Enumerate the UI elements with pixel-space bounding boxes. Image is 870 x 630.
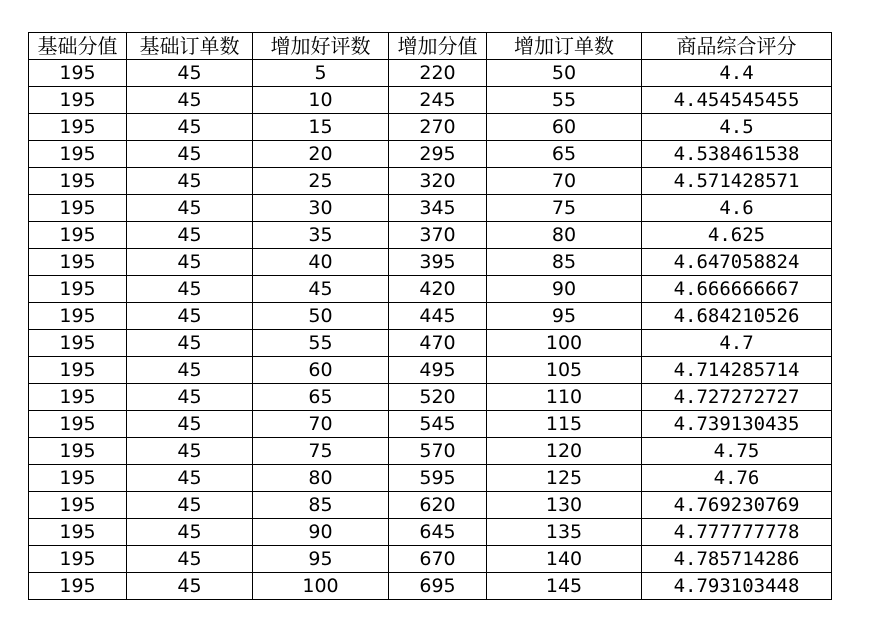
header-added-score: 增加分值 [389,33,487,60]
overall-rating-cell: 4.625 [642,222,832,249]
overall-rating-cell: 4.777777778 [642,519,832,546]
added-order-count-cell: 65 [487,141,642,168]
added-good-reviews-cell: 40 [253,249,389,276]
base-score-cell: 195 [29,519,127,546]
added-order-count-cell: 125 [487,465,642,492]
base-order-count-cell: 45 [127,87,253,114]
added-good-reviews-cell: 90 [253,519,389,546]
table-row [29,411,832,438]
overall-rating-cell: 4.6 [642,195,832,222]
added-order-count-cell: 100 [487,330,642,357]
base-order-count-cell: 45 [127,573,253,600]
added-score-cell: 320 [389,168,487,195]
table-row [29,87,832,114]
base-score-cell: 195 [29,492,127,519]
base-order-count-cell: 45 [127,60,253,87]
added-good-reviews-cell: 65 [253,384,389,411]
added-order-count-cell: 75 [487,195,642,222]
added-order-count-cell: 95 [487,303,642,330]
base-order-count-cell: 45 [127,330,253,357]
overall-rating-cell: 4.5 [642,114,832,141]
overall-rating-cell: 4.4 [642,60,832,87]
table-row [29,492,832,519]
table-row [29,249,832,276]
base-order-count-cell: 45 [127,357,253,384]
table-row [29,465,832,492]
added-good-reviews-cell: 55 [253,330,389,357]
added-good-reviews-cell: 10 [253,87,389,114]
added-good-reviews-cell: 35 [253,222,389,249]
table-row [29,303,832,330]
added-order-count-cell: 90 [487,276,642,303]
header-base-score: 基础分值 [29,33,127,60]
base-score-cell: 195 [29,87,127,114]
table-row [29,438,832,465]
overall-rating-cell: 4.684210526 [642,303,832,330]
base-score-cell: 195 [29,573,127,600]
base-score-cell: 195 [29,114,127,141]
added-score-cell: 395 [389,249,487,276]
added-score-cell: 245 [389,87,487,114]
base-score-cell: 195 [29,141,127,168]
base-score-cell: 195 [29,411,127,438]
base-score-cell: 195 [29,465,127,492]
added-score-cell: 545 [389,411,487,438]
added-order-count-cell: 50 [487,60,642,87]
overall-rating-cell: 4.793103448 [642,573,832,600]
base-order-count-cell: 45 [127,141,253,168]
table-body [29,60,832,600]
base-order-count-cell: 45 [127,384,253,411]
table-row [29,519,832,546]
added-order-count-cell: 130 [487,492,642,519]
added-good-reviews-cell: 45 [253,276,389,303]
overall-rating-cell: 4.785714286 [642,546,832,573]
base-order-count-cell: 45 [127,519,253,546]
base-score-cell: 195 [29,438,127,465]
base-score-cell: 195 [29,249,127,276]
added-order-count-cell: 60 [487,114,642,141]
added-score-cell: 370 [389,222,487,249]
header-row [29,33,832,60]
added-order-count-cell: 115 [487,411,642,438]
overall-rating-cell: 4.727272727 [642,384,832,411]
added-good-reviews-cell: 80 [253,465,389,492]
table-row [29,114,832,141]
added-score-cell: 520 [389,384,487,411]
header-base-order-count: 基础订单数 [127,33,253,60]
added-good-reviews-cell: 20 [253,141,389,168]
base-score-cell: 195 [29,357,127,384]
added-order-count-cell: 120 [487,438,642,465]
score-table [28,32,832,600]
added-score-cell: 495 [389,357,487,384]
added-score-cell: 420 [389,276,487,303]
base-order-count-cell: 45 [127,276,253,303]
added-good-reviews-cell: 25 [253,168,389,195]
added-order-count-cell: 105 [487,357,642,384]
base-score-cell: 195 [29,384,127,411]
table-row [29,168,832,195]
overall-rating-cell: 4.75 [642,438,832,465]
added-good-reviews-cell: 70 [253,411,389,438]
base-score-cell: 195 [29,330,127,357]
added-score-cell: 620 [389,492,487,519]
base-score-cell: 195 [29,222,127,249]
table-row [29,141,832,168]
added-order-count-cell: 80 [487,222,642,249]
base-order-count-cell: 45 [127,114,253,141]
table-row [29,384,832,411]
header-overall-rating: 商品综合评分 [642,33,832,60]
overall-rating-cell: 4.666666667 [642,276,832,303]
added-score-cell: 295 [389,141,487,168]
base-order-count-cell: 45 [127,546,253,573]
table-row [29,330,832,357]
overall-rating-cell: 4.7 [642,330,832,357]
added-good-reviews-cell: 15 [253,114,389,141]
base-order-count-cell: 45 [127,195,253,222]
added-good-reviews-cell: 75 [253,438,389,465]
added-score-cell: 595 [389,465,487,492]
added-score-cell: 695 [389,573,487,600]
added-good-reviews-cell: 100 [253,573,389,600]
added-score-cell: 645 [389,519,487,546]
header-added-good-reviews: 增加好评数 [253,33,389,60]
added-order-count-cell: 135 [487,519,642,546]
base-score-cell: 195 [29,60,127,87]
base-order-count-cell: 45 [127,168,253,195]
added-order-count-cell: 70 [487,168,642,195]
overall-rating-cell: 4.769230769 [642,492,832,519]
added-order-count-cell: 55 [487,87,642,114]
base-order-count-cell: 45 [127,411,253,438]
base-score-cell: 195 [29,168,127,195]
table-row [29,573,832,600]
added-good-reviews-cell: 50 [253,303,389,330]
table-row [29,546,832,573]
table-row [29,357,832,384]
base-order-count-cell: 45 [127,303,253,330]
added-good-reviews-cell: 60 [253,357,389,384]
base-order-count-cell: 45 [127,438,253,465]
added-order-count-cell: 110 [487,384,642,411]
base-order-count-cell: 45 [127,465,253,492]
overall-rating-cell: 4.454545455 [642,87,832,114]
overall-rating-cell: 4.739130435 [642,411,832,438]
base-score-cell: 195 [29,546,127,573]
added-good-reviews-cell: 5 [253,60,389,87]
added-score-cell: 270 [389,114,487,141]
added-score-cell: 445 [389,303,487,330]
added-score-cell: 670 [389,546,487,573]
added-order-count-cell: 140 [487,546,642,573]
added-order-count-cell: 145 [487,573,642,600]
added-good-reviews-cell: 30 [253,195,389,222]
added-good-reviews-cell: 95 [253,546,389,573]
overall-rating-cell: 4.571428571 [642,168,832,195]
table-row [29,60,832,87]
base-score-cell: 195 [29,303,127,330]
table-row [29,195,832,222]
base-score-cell: 195 [29,195,127,222]
base-order-count-cell: 45 [127,249,253,276]
added-score-cell: 220 [389,60,487,87]
base-order-count-cell: 45 [127,492,253,519]
added-score-cell: 570 [389,438,487,465]
overall-rating-cell: 4.538461538 [642,141,832,168]
table-row [29,276,832,303]
overall-rating-cell: 4.714285714 [642,357,832,384]
overall-rating-cell: 4.647058824 [642,249,832,276]
base-order-count-cell: 45 [127,222,253,249]
added-good-reviews-cell: 85 [253,492,389,519]
overall-rating-cell: 4.76 [642,465,832,492]
base-score-cell: 195 [29,276,127,303]
table-row [29,222,832,249]
added-score-cell: 470 [389,330,487,357]
added-score-cell: 345 [389,195,487,222]
header-added-order-count: 增加订单数 [487,33,642,60]
added-order-count-cell: 85 [487,249,642,276]
